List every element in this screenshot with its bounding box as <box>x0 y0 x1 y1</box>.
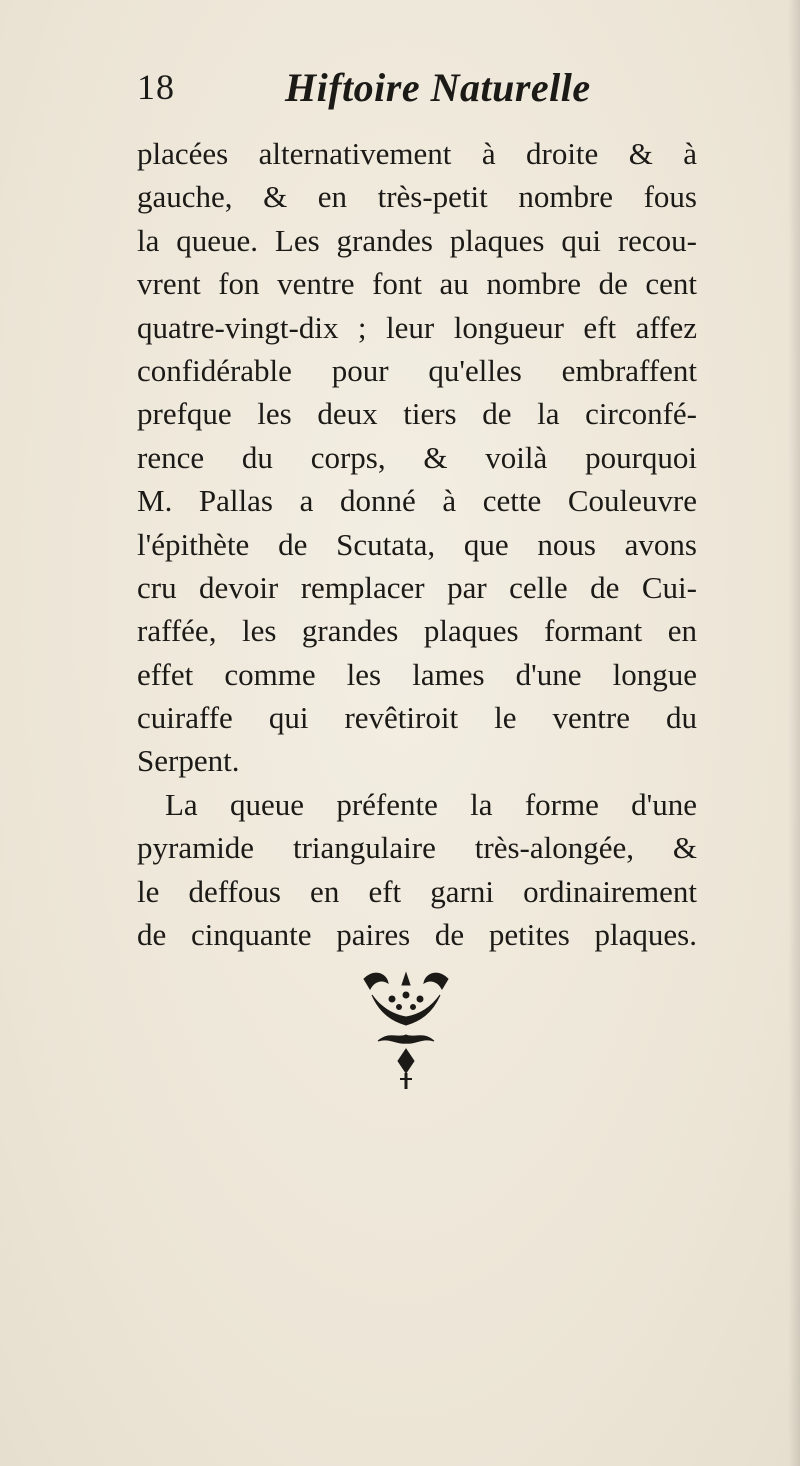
text-line: M. Pallas a donné à cette Couleuvre <box>137 483 697 519</box>
text-line: raffée, les grandes plaques formant en <box>137 613 697 649</box>
text-line: la queue. Les grandes plaques qui recou- <box>137 222 697 258</box>
text-line: Serpent. <box>137 743 240 779</box>
text-line: rence du corps, & voilà pourquoi <box>137 439 697 475</box>
text-line: pyramide triangulaire très-alongée, & <box>137 830 697 866</box>
body-text <box>137 132 697 956</box>
text-line: placées alternativement à droite & à <box>137 136 697 171</box>
fleuron-vignette-icon <box>356 965 456 1095</box>
text-line: quatre-vingt-dix ; leur longueur eft affez <box>137 309 697 345</box>
text-line: prefque les deux tiers de la circonfé- <box>137 396 697 432</box>
page-header <box>137 66 697 116</box>
text-line: l'épithète de Scutata, que nous avons <box>137 526 697 562</box>
text-line: La queue préfente la forme d'une <box>165 786 697 822</box>
running-title: Hiftoire Naturelle <box>285 65 591 110</box>
page-edge-shadow <box>788 0 800 1466</box>
text-line: vrent fon ventre font au nombre de cent <box>137 266 697 302</box>
text-line: cuiraffe qui revêtiroit le ventre du <box>137 700 697 736</box>
text-line: effet comme les lames d'une longue <box>137 656 697 692</box>
text-line: confidérable pour qu'elles embraffent <box>137 352 697 388</box>
text-line: cru devoir remplacer par celle de Cui- <box>137 569 697 605</box>
text-line: le deffous en eft garni ordinairement <box>137 873 697 909</box>
text-line: de cinquante paires de petites plaques. <box>137 917 697 953</box>
page-number: 18 <box>137 67 175 107</box>
text-line: gauche, & en très-petit nombre fous <box>137 179 697 215</box>
